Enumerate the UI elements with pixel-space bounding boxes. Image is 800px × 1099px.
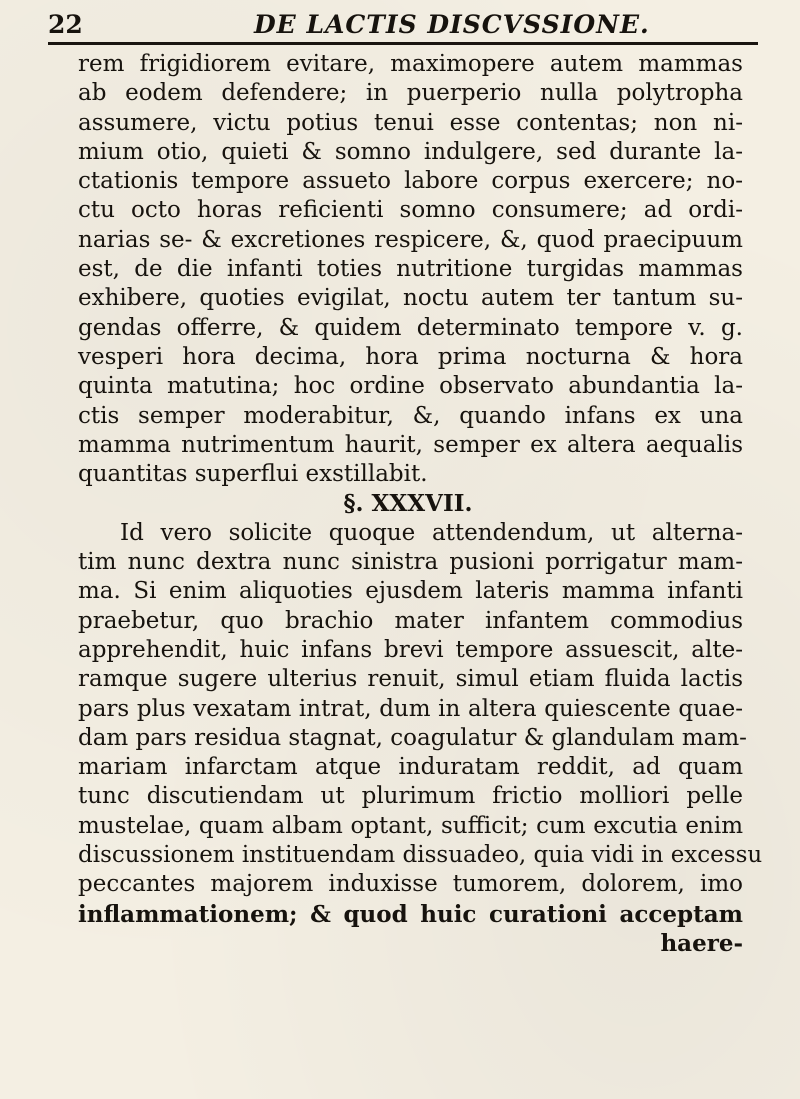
text-line: narias se- & excretiones respicere, &, quod praecipuum (78, 226, 743, 253)
text-line: ctis semper moderabitur, &, quando infans ex una (78, 402, 743, 429)
text-line: ma. Si enim aliquoties ejusdem lateris mamma infanti (78, 578, 743, 605)
text-line: ramque sugere ulterius renuit, simul etiam fluida lactis (78, 666, 743, 693)
text-line: Id vero solicite quoque attendendum, ut alterna- (120, 519, 743, 546)
text-line: ctu octo horas reficienti somno consumere; ad ordi- (78, 197, 743, 224)
body-text (78, 50, 763, 958)
text-line: peccantes majorem induxisse tumorem, dolorem, imo (78, 871, 743, 898)
text-line: pars plus vexatam intrat, dum in altera quiescente quae- (78, 695, 743, 722)
text-line: mariam infarctam atque induratam reddit, ad quam (78, 754, 743, 781)
text-line: tim nunc dextra nunc sinistra pusioni porrigatur mam- (78, 549, 743, 576)
text-line: vesperi hora decima, hora prima nocturna & hora (78, 343, 743, 370)
text-line: mium otio, quieti & somno indulgere, sed durante la- (78, 138, 743, 165)
text-line: assumere, victu potius tenui esse contentas; non ni- (78, 109, 743, 136)
text-line: apprehendit, huic infans brevi tempore assuescit, alte- (78, 636, 743, 663)
text-line: tunc discutiendam ut plurimum frictio molliori pelle (78, 783, 743, 810)
header-rule (48, 42, 758, 45)
text-line: est, de die infanti toties nutritione turgidas mammas (78, 256, 743, 283)
page-number: 22 (48, 10, 83, 39)
text-line: gendas offerre, & quidem determinato tempore v. g. (78, 314, 743, 341)
text-line: discussionem instituendam dissuadeo, quia vidi in excessu (78, 842, 763, 869)
text-line: inflammationem; & quod huic curationi acceptam (78, 900, 743, 928)
page-header (48, 4, 758, 44)
text-line: quantitas superflui exstillabit. (78, 461, 428, 488)
running-head: DE LACTIS DISCVSSIONE. (254, 10, 650, 39)
text-line: rem frigidiorem evitare, maximopere autem mammas (78, 51, 743, 77)
text-line: dam pars residua stagnat, coagulatur & glandulam mam- (78, 724, 747, 751)
section-heading: §. XXXVII. (343, 490, 473, 518)
catchword: haere- (660, 929, 743, 957)
text-line: exhibere, quoties evigilat, noctu autem ter tantum su- (78, 285, 743, 312)
text-line: praebetur, quo brachio mater infantem commodius (78, 607, 743, 634)
text-line: mustelae, quam albam optant, sufficit; cum excutia enim (78, 812, 743, 839)
text-line: quinta matutina; hoc ordine observato abundantia la- (78, 373, 743, 400)
text-line: ab eodem defendere; in puerperio nulla polytropha (78, 80, 743, 107)
text-line: ctationis tempore assueto labore corpus exercere; no- (78, 168, 743, 195)
text-line: mamma nutrimentum haurit, semper ex altera aequalis (78, 431, 743, 458)
